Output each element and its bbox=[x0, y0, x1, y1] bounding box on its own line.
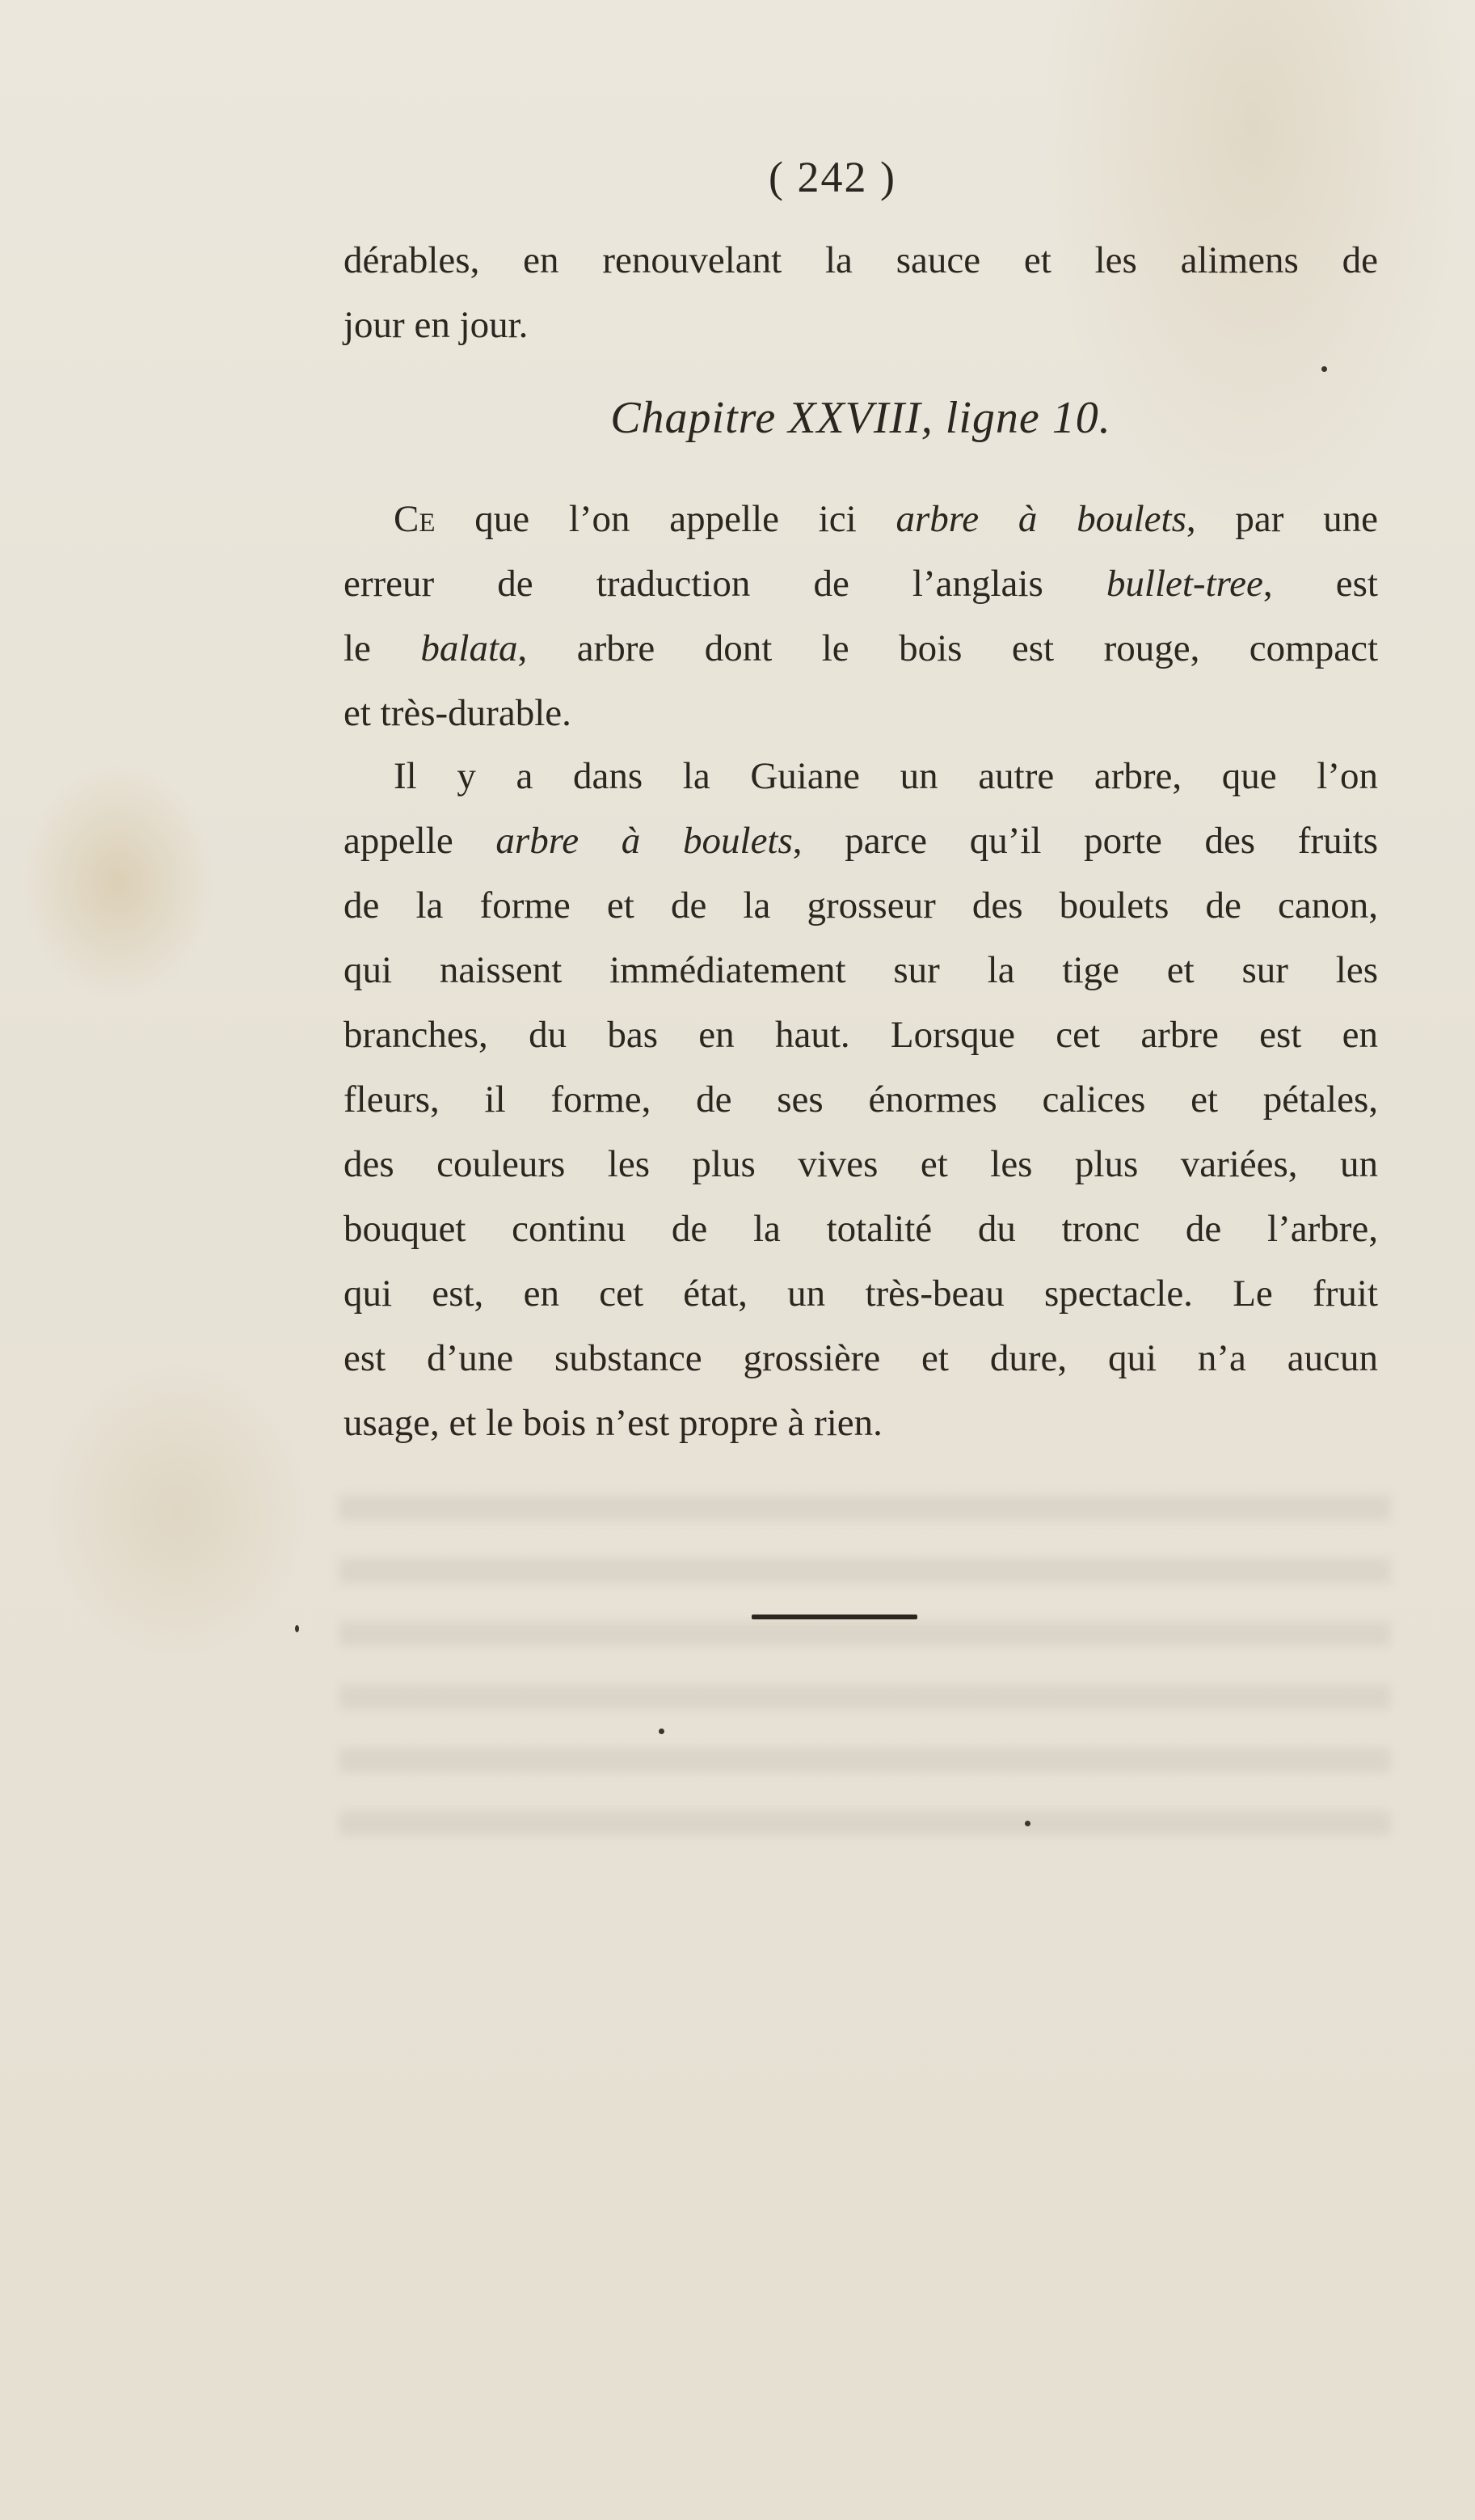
text-line: de la forme et de la grosseur des boulets de canon, bbox=[343, 884, 1378, 927]
show-through-from-reverse bbox=[339, 1496, 1390, 1835]
chapter-heading: Chapitre XXVIII, ligne 10. bbox=[610, 393, 1111, 443]
italic-term: arbre à boulets bbox=[896, 498, 1186, 540]
opening-text bbox=[343, 228, 1378, 357]
text-line: dérables, en renouvelant la sauce et les alimens de bbox=[343, 239, 1378, 281]
text-line: qui est, en cet état, un très-beau spectacle. Le fruit bbox=[343, 1273, 1378, 1315]
text-line: bouquet continu de la totalité du tronc de l’arbre, bbox=[343, 1208, 1378, 1250]
ink-speck bbox=[1321, 366, 1327, 372]
text-line: est d’une substance grossière et dure, qui n’a aucun bbox=[343, 1337, 1378, 1379]
italic-term: arbre à boulets bbox=[495, 820, 793, 862]
text-line: qui naissent immédiatement sur la tige et sur les bbox=[343, 949, 1378, 991]
text-line: branches, du bas en haut. Lorsque cet arbre est en bbox=[343, 1014, 1378, 1056]
text-line: usage, et le bois n’est propre à rien. bbox=[343, 1402, 883, 1444]
text-line: Il y a dans la Guiane un autre arbre, que l’on bbox=[394, 755, 1378, 797]
text-line: le balata, arbre dont le bois est rouge, compact bbox=[343, 627, 1378, 669]
italic-term: bullet-tree bbox=[1106, 563, 1263, 605]
italic-term: balata bbox=[420, 627, 518, 669]
text-line: appelle arbre à boulets, parce qu’il porte des fruits bbox=[343, 820, 1379, 862]
text-line: Ce que l’on appelle ici arbre à boulets, par une bbox=[394, 498, 1379, 540]
page-number: ( 242 ) bbox=[769, 153, 896, 201]
text-line: fleurs, il forme, de ses énormes calices et pétales, bbox=[343, 1078, 1378, 1121]
paragraph-1 bbox=[343, 487, 1378, 745]
text-line: et très-durable. bbox=[343, 692, 571, 734]
text-line: erreur de traduction de l’anglais bullet-tree, est bbox=[343, 563, 1378, 605]
paragraph-2 bbox=[343, 744, 1378, 1455]
ink-speck bbox=[295, 1625, 299, 1632]
section-end-rule bbox=[752, 1615, 917, 1619]
drop-word: Ce bbox=[394, 498, 436, 540]
ink-speck bbox=[1025, 1821, 1030, 1826]
text-line: des couleurs les plus vives et les plus variées, un bbox=[343, 1143, 1378, 1185]
text-line: jour en jour. bbox=[343, 304, 529, 346]
ink-speck bbox=[659, 1729, 664, 1734]
